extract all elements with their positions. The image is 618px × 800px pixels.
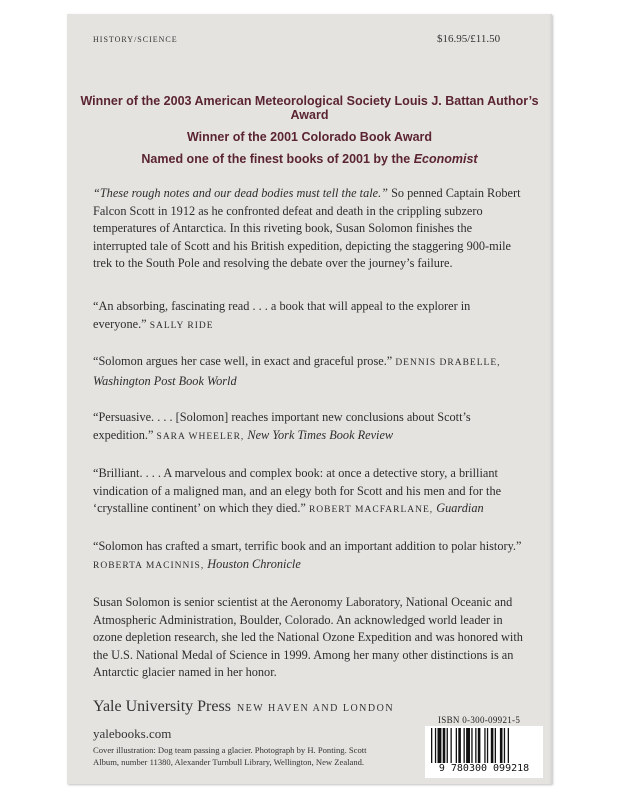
award-line: Winner of the 2001 Colorado Book Award bbox=[186, 130, 433, 144]
award-prefix: Named one of the finest books of 2001 by the bbox=[141, 152, 414, 166]
review-publication: Washington Post Book World bbox=[93, 373, 237, 388]
review-item bbox=[93, 353, 523, 390]
review-publication: New York Times Book Review bbox=[247, 427, 394, 442]
review-item bbox=[93, 538, 523, 575]
cover-credit: Cover illustration: Dog team passing a glacier. Photograph by H. Ponting. Scott Album, number 11380, Alexander Turnbull Library, Wellington, New Zealand. bbox=[93, 745, 367, 767]
review-author: SALLY RIDE bbox=[149, 320, 214, 331]
review-author: SARA WHEELER, bbox=[156, 431, 245, 442]
review-text: “An absorbing, fascinating read . . . a book that will appeal to the explorer in everyone.” bbox=[93, 299, 471, 331]
description-paragraph bbox=[93, 185, 523, 273]
award-line bbox=[67, 152, 552, 166]
review-text: “Brilliant. . . . A marvelous and complex book: at once a detective story, a brilliant vindication of a maligned man, and an elegy both for Scott and his men and for the ‘crystalline continent’ on which they died.” bbox=[93, 466, 502, 516]
review-author: DENNIS DRABELLE, bbox=[395, 358, 501, 368]
publisher-city: NEW HAVEN AND LONDON bbox=[236, 703, 395, 714]
review-item bbox=[93, 465, 523, 520]
awards-section bbox=[67, 94, 552, 174]
review-author: ROBERT MACFARLANE, bbox=[308, 505, 434, 516]
review-publication: Houston Chronicle bbox=[207, 556, 301, 571]
barcode-number: 9 780300 099218 bbox=[425, 763, 543, 775]
review-text: “Persuasive. . . . [Solomon] reaches important new conclusions about Scott’s expedition.” bbox=[93, 410, 471, 442]
review-text: “Solomon argues her case well, in exact and graceful prose.” bbox=[93, 354, 393, 368]
description-quote: “These rough notes and our dead bodies must tell the tale.” bbox=[93, 186, 388, 200]
award-line: Winner of the 2003 American Meteorological Society Louis J. Battan Author’s Award bbox=[80, 94, 539, 122]
award-publication: Economist bbox=[413, 152, 478, 166]
category-label: HISTORY/SCIENCE bbox=[93, 35, 178, 44]
review-author: ROBERTA MACINNIS, bbox=[93, 560, 205, 571]
isbn-label: ISBN 0-300-09921-5 bbox=[438, 715, 521, 725]
author-bio: Susan Solomon is senior scientist at the Aeronomy Laboratory, National Oceanic and Atmospheric Administration, Boulder, Colorado. An acknowledged world leader in ozone depletion research, she led the National Ozone Expedition and was honored with the U.S. National Medal of Science in 1999. Among her many other distinctions is an Antarctic glacier named in her honor. bbox=[93, 595, 523, 680]
description-body: So penned Captain Robert Falcon Scott in 1912 as he confronted defeat and death in the crippling subzero temperatures of Antarctica. In this riveting book, Susan Solomon finishes the interrupted tale of Scott and his British expedition, depicting the staggering 900-mile trek to the South Pole and resolving the debate over the journey’s failure. bbox=[93, 186, 521, 271]
review-text: “Solomon has crafted a smart, terrific book and an important addition to polar history.” bbox=[93, 539, 522, 553]
barcode bbox=[425, 726, 543, 778]
review-item bbox=[93, 298, 523, 335]
back-cover bbox=[67, 14, 552, 784]
publisher-line bbox=[93, 698, 394, 716]
publisher-website: yalebooks.com bbox=[93, 726, 172, 741]
review-publication: Guardian bbox=[436, 501, 484, 516]
price-label: $16.95/£11.50 bbox=[437, 33, 501, 45]
barcode-bars bbox=[425, 726, 543, 766]
publisher-name: Yale University Press bbox=[93, 698, 231, 715]
review-item bbox=[93, 409, 523, 446]
